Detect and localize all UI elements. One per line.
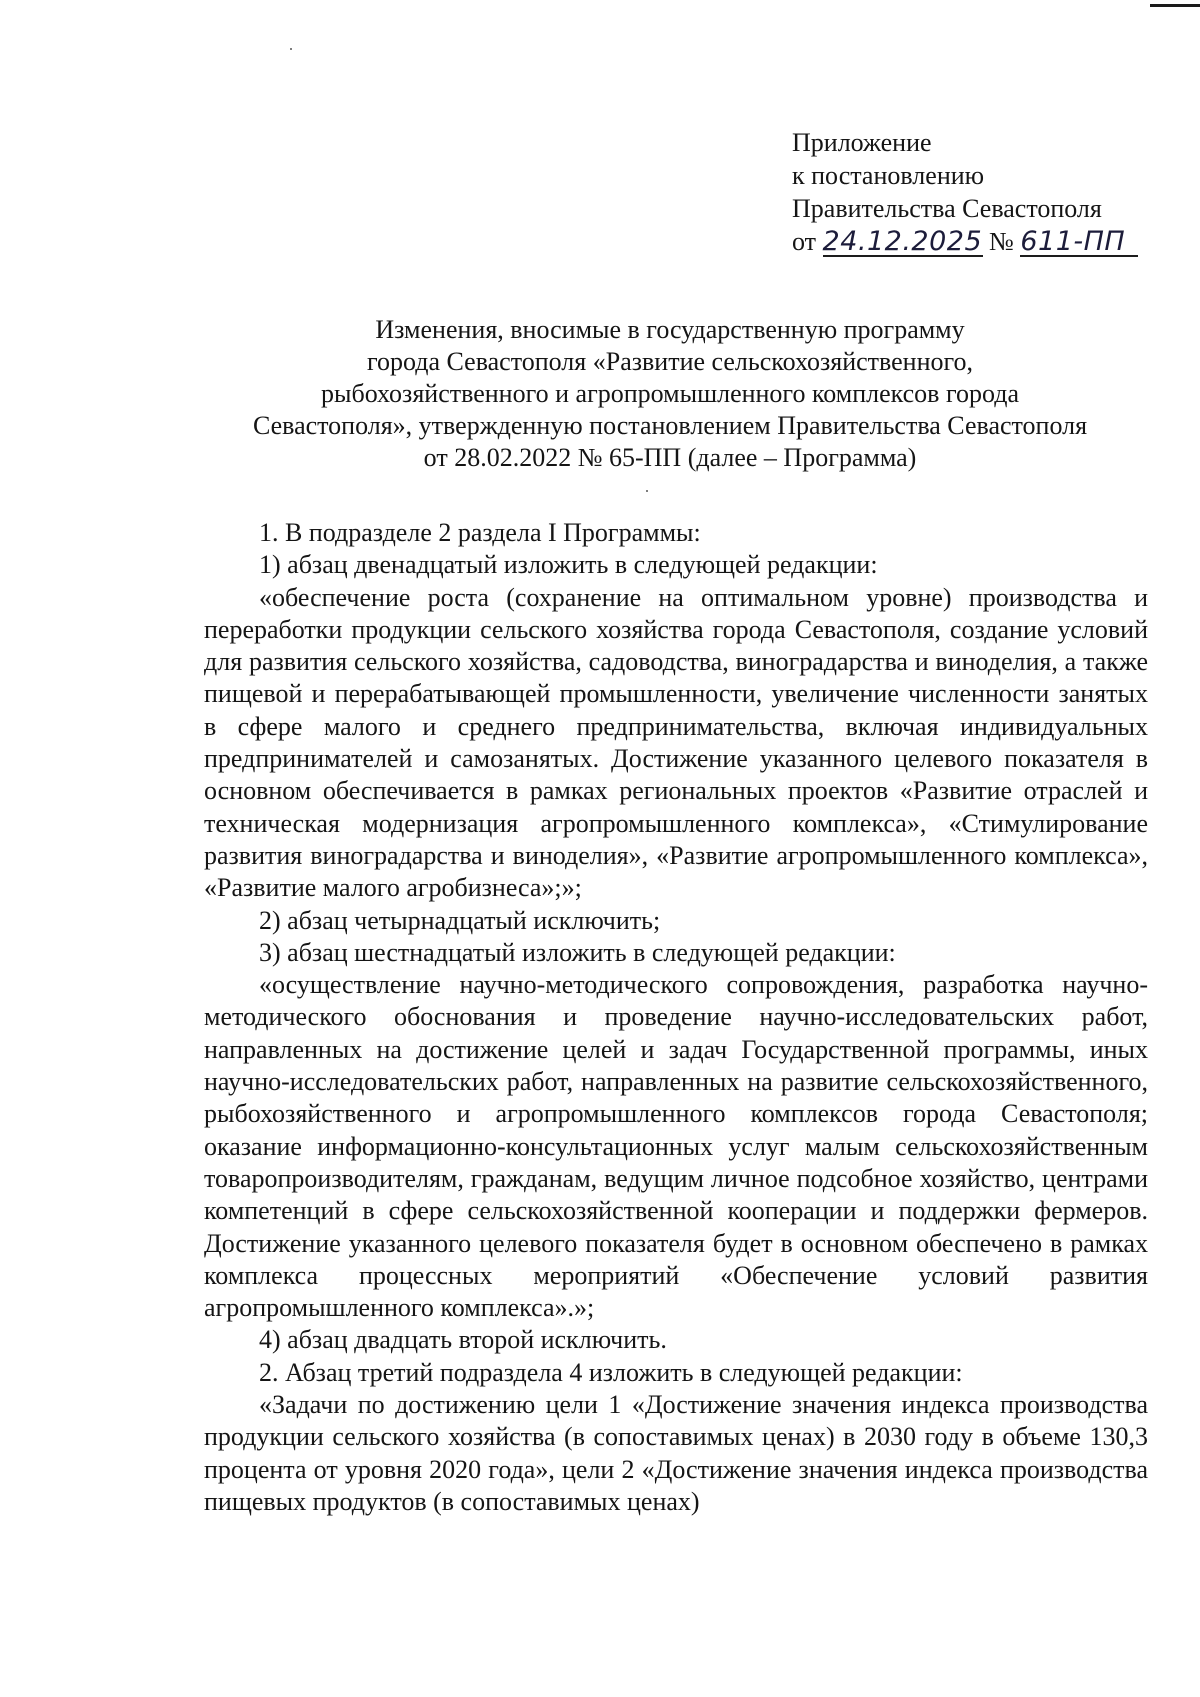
appendix-line: Приложение xyxy=(792,128,932,157)
scan-speck xyxy=(646,490,648,492)
paragraph: 4) абзац двадцать второй исключить. xyxy=(259,1325,667,1355)
document-title xyxy=(200,314,1140,474)
paragraph: «осуществление научно-методического сопровождения, разработка научно-методического обоснования и проведение научно-исследовательских работ, направленных на достижение целей и задач Государственной программы, иных научно-исследовательских работ, направленных на развитие сельскохозяйственного, рыбохозяйственного и агропромышленного комплексов города Севастополя; оказание информационно-консультационных услуг малым сельскохозяйственным товаропроизводителям, гражданам, ведущим личное подсобное хозяйство, центрами компетенций в сфере сельскохозяйственной кооперации и поддержки фермеров. Достижение указанного целевого показателя будет в основном обеспечено в рамках комплекса процессных мероприятий «Обеспечение условий развития агропромышленного комплекса».»; xyxy=(204,970,1148,1323)
paragraph: 2. Абзац третий подраздела 4 изложить в следующей редакции: xyxy=(259,1357,963,1387)
title-line: Изменения, вносимые в государственную программу xyxy=(375,315,965,344)
date-prefix: от xyxy=(792,227,817,256)
number-sign: № xyxy=(989,227,1014,256)
scan-edge-mark xyxy=(1150,4,1200,7)
appendix-block xyxy=(792,126,1172,258)
title-line: рыбохозяйственного и агропромышленного комплексов города xyxy=(321,379,1019,408)
title-line: от 28.02.2022 № 65-ПП (далее – Программа) xyxy=(423,443,917,472)
paragraph: 3) абзац шестнадцатый изложить в следующей редакции: xyxy=(259,937,896,967)
title-line: Севастополя», утвержденную постановлением Правительства Севастополя xyxy=(252,411,1088,440)
appendix-line: к постановлению xyxy=(792,161,985,190)
title-line: города Севастополя «Развитие сельскохозяйственного, xyxy=(366,347,974,376)
appendix-date-line xyxy=(792,225,1172,258)
paragraph: 1) абзац двенадцатый изложить в следующей редакции: xyxy=(259,550,878,580)
handwritten-number: 611-ПП xyxy=(1020,229,1138,257)
document-body xyxy=(204,517,1148,1518)
paragraph: 1. В подразделе 2 раздела I Программы: xyxy=(259,518,701,547)
handwritten-date: 24.12.2025 xyxy=(822,226,983,257)
paragraph: «обеспечение роста (сохранение на оптимальном уровне) производства и переработки продукции сельского хозяйства города Севастополя, создание условий для развития сельского хозяйства, садоводства, виноградарства и виноделия, а также пищевой и перерабатывающей промышленности, увеличение численности занятых в сфере малого и среднего предпринимательства, включая индивидуальных предпринимателей и самозанятых. Достижение указанного целевого показателя в основном обеспечивается в рамках региональных проектов «Развитие отраслей и техническая модернизация агропромышленного комплекса», «Стимулирование развития виноградарства и виноделия», «Развитие агропромышленного комплекса», «Развитие малого агробизнеса»;»; xyxy=(204,582,1148,903)
appendix-line: Правительства Севастополя xyxy=(792,194,1102,223)
scan-speck xyxy=(290,48,292,50)
paragraph: 2) абзац четырнадцатый исключить; xyxy=(259,905,661,935)
paragraph: «Задачи по достижению цели 1 «Достижение значения индекса производства продукции сельского хозяйства (в сопоставимых ценах) в 2030 году в объеме 130,3 процента от уровня 2020 года», цели 2 «Достижение значения индекса производства пищевых продуктов (в сопоставимых ценах) xyxy=(204,1390,1148,1516)
